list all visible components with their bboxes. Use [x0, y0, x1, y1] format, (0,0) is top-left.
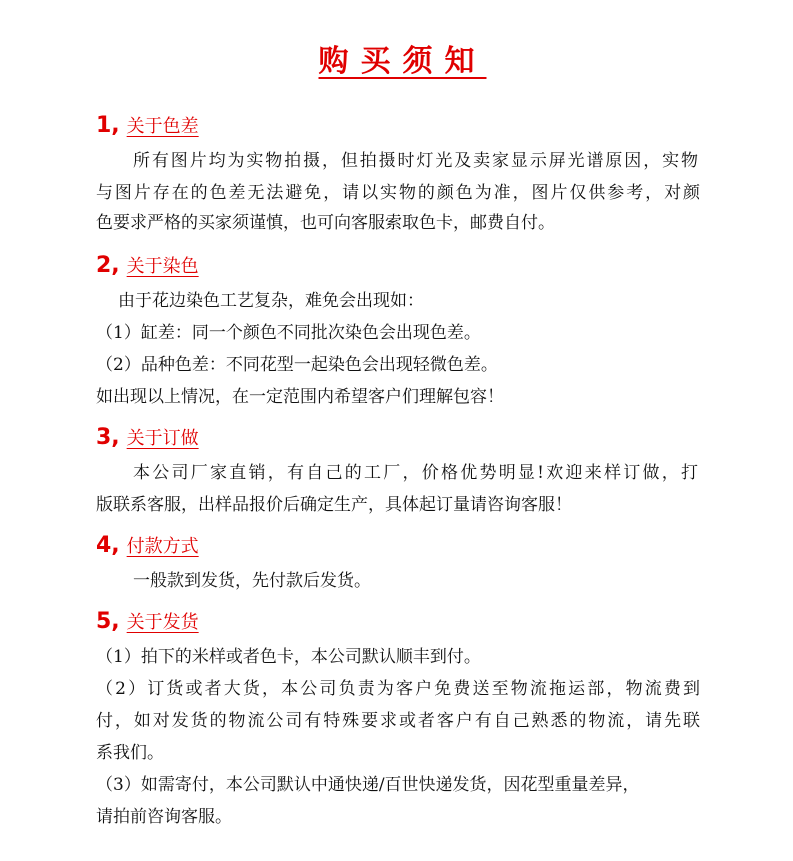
paragraph-line: 系我们。 [96, 743, 164, 763]
paragraph-line: 色要求严格的买家须谨慎，也可向客服索取色卡，邮费自付。 [96, 213, 555, 233]
paragraph-line: 与图片存在的色差无法避免，请以实物的颜色为准，图片仅供参考，对颜 [96, 183, 700, 203]
section-heading-custom-order [96, 424, 199, 450]
section-title: 付款方式 [126, 536, 199, 557]
list-item: （1）缸差：同一个颜色不同批次染色会出现色差。 [96, 323, 481, 343]
section-title: 关于染色 [126, 256, 199, 277]
paragraph-line: 版联系客服，出样品报价后确定生产，具体起订量请咨询客服！ [96, 495, 572, 515]
section-heading-shipping [96, 608, 199, 634]
section-title: 关于色差 [126, 116, 199, 137]
paragraph-line: 如出现以上情况，在一定范围内希望客户们理解包容！ [96, 387, 504, 407]
section-title: 关于订做 [126, 428, 199, 449]
paragraph-line: 请拍前咨询客服。 [96, 807, 232, 827]
section-number: 1, [96, 113, 120, 138]
list-item: （2）品种色差：不同花型一起染色会出现轻微色差。 [96, 355, 498, 375]
paragraph-line: 付，如对发货的物流公司有特殊要求或者客户有自己熟悉的物流，请先联 [96, 711, 700, 731]
section-title: 关于发货 [126, 612, 199, 633]
section-number: 2, [96, 253, 120, 278]
page-title: 购买须知 [318, 44, 487, 79]
paragraph-line: 由于花边染色工艺复杂，难免会出现如： [118, 291, 424, 311]
paragraph-line: 所有图片均为实物拍摄，但拍摄时灯光及卖家显示屏光谱原因，实物 [133, 151, 698, 171]
paragraph-line: 本公司厂家直销，有自己的工厂，价格优势明显!欢迎来样订做，打 [133, 463, 698, 483]
section-heading-payment-method [96, 532, 199, 558]
section-number: 4, [96, 533, 120, 558]
list-item: （1）拍下的米样或者色卡，本公司默认顺丰到付。 [96, 647, 481, 667]
section-number: 5, [96, 609, 120, 634]
list-item: （2）订货或者大货，本公司负责为客户免费送至物流拖运部，物流费到 [96, 679, 700, 699]
section-heading-dyeing [96, 252, 199, 278]
paragraph-line: 一般款到发货，先付款后发货。 [133, 571, 371, 591]
section-heading-color-difference [96, 112, 199, 138]
section-number: 3, [96, 425, 120, 450]
list-item: （3）如需寄付，本公司默认中通快递/百世快递发货，因花型重量差异， [96, 775, 640, 795]
